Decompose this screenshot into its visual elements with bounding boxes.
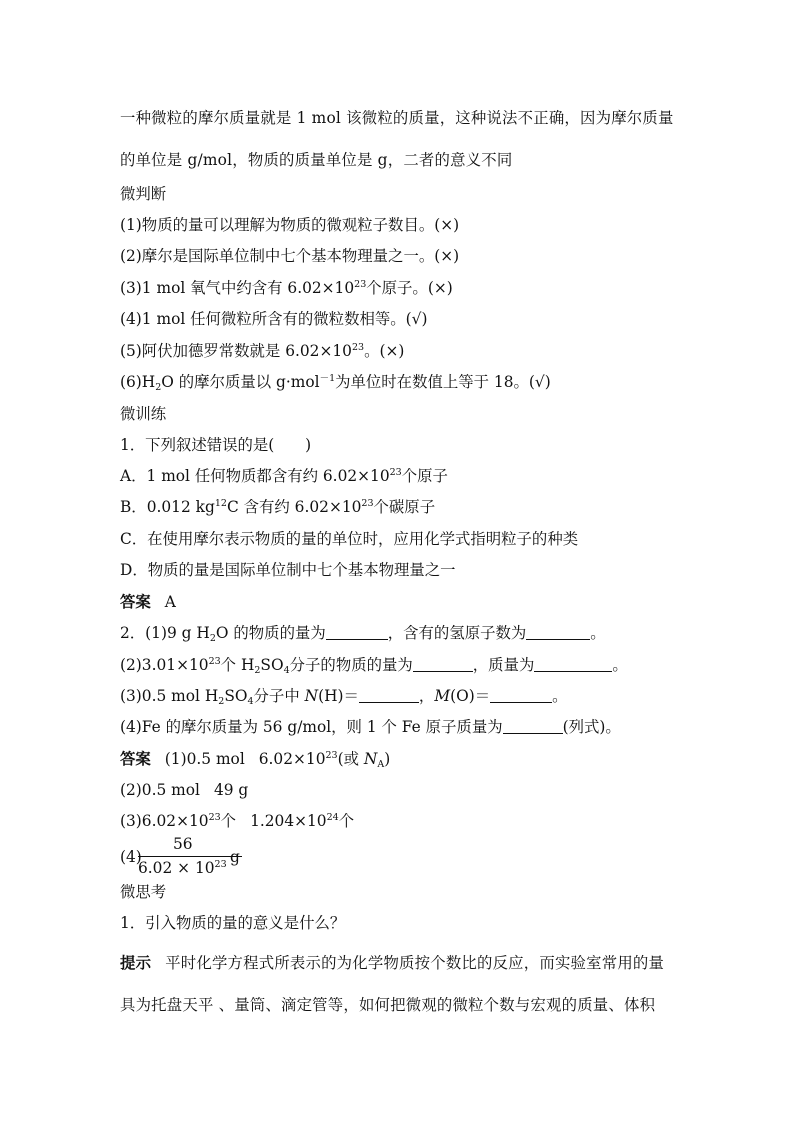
answer-blank <box>413 656 473 672</box>
option-c: C．在使用摩尔表示物质的量的单位时，应用化学式指明粒子的种类 <box>120 530 579 548</box>
judge-item-3: (3)1 mol 氧气中约含有 $6.02\times 10^{23}$个原子。(×) <box>120 279 453 297</box>
judge-item-2: (2)摩尔是国际单位制中七个基本物理量之一。(×) <box>120 247 460 265</box>
answer-2-part-3: $(3)6.02\times 10^{23}$个 $1.204\times 10^{24}$个 <box>120 812 355 830</box>
question-2-part-1: 2．(1)9 g $H_2O$ 的物质的量为 ，含有的氢原子数为 。 <box>120 624 606 644</box>
question-2-part-3: (3)0.5 mol $H_2SO_4$分子中 N(H)＝ ，M(O)＝ 。 <box>120 687 568 707</box>
answer-blank <box>534 656 612 672</box>
intro-line-1: 一种微粒的摩尔质量就是 1 mol 该微粒的质量，这种说法不正确，因为摩尔质量 <box>120 109 674 127</box>
answer-1: 答案 A <box>120 593 176 611</box>
think-heading: 微思考 <box>120 883 167 901</box>
hint-line-2: 具为托盘天平 、量筒、滴定管等，如何把微观的微粒个数与宏观的质量、体积 <box>120 996 656 1014</box>
option-d: D．物质的量是国际单位制中七个基本物理量之一 <box>120 561 456 579</box>
think-question-1: 1．引入物质的量的意义是什么？ <box>120 914 346 932</box>
answer-blank <box>490 687 552 703</box>
judge-item-1: (1)物质的量可以理解为物质的微观粒子数目。(×) <box>120 216 460 234</box>
judge-item-4: (4)1 mol 任何微粒所含有的微粒数相等。(√) <box>120 310 428 328</box>
answer-2-part-1: 答案 (1)0.5 mol $6.02\times 10^{23}$(或 $N_A$) <box>120 750 391 770</box>
option-b: B．0.012 $kg^{12}C$ 含有约 $6.02\times 10^{23}$个碳原子 <box>120 498 436 516</box>
answer-2-part-2: (2)0.5 mol 49 g <box>120 781 249 799</box>
answer-blank <box>503 718 563 734</box>
question-2-part-2: $(2)3.01\times 10^{23}$个 $H_2SO_4$分子的物质的量为 ，质量为 。 <box>120 656 628 676</box>
intro-line-2: 的单位是 g/mol，物质的质量单位是 g，二者的意义不同 <box>120 151 513 169</box>
question-2-part-4: (4)Fe 的摩尔质量为 56 g/mol，则 1 个 Fe 原子质量为 (列式)。 <box>120 718 621 736</box>
judge-heading: 微判断 <box>120 185 167 203</box>
answer-blank <box>359 687 419 703</box>
question-1: 1．下列叙述错误的是( ) <box>120 436 312 454</box>
train-heading: 微训练 <box>120 405 167 423</box>
hint-line-1: 提示 平时化学方程式所表示的为化学物质按个数比的反应，而实验室常用的量 <box>120 954 665 972</box>
judge-item-6: $(6)H_2O$ 的摩尔质量以 g·mol$^{-1}$为单位时在数值上等于 18。(√) <box>120 373 551 393</box>
option-a: A．1 mol 任何物质都含有约 $6.02\times 10^{23}$个原子 <box>120 467 448 485</box>
judge-item-5: (5)阿伏加德罗常数就是 $6.02\times 10^{23}$。(×) <box>120 342 405 360</box>
answer-blank <box>526 624 590 640</box>
answer-blank <box>326 624 388 640</box>
